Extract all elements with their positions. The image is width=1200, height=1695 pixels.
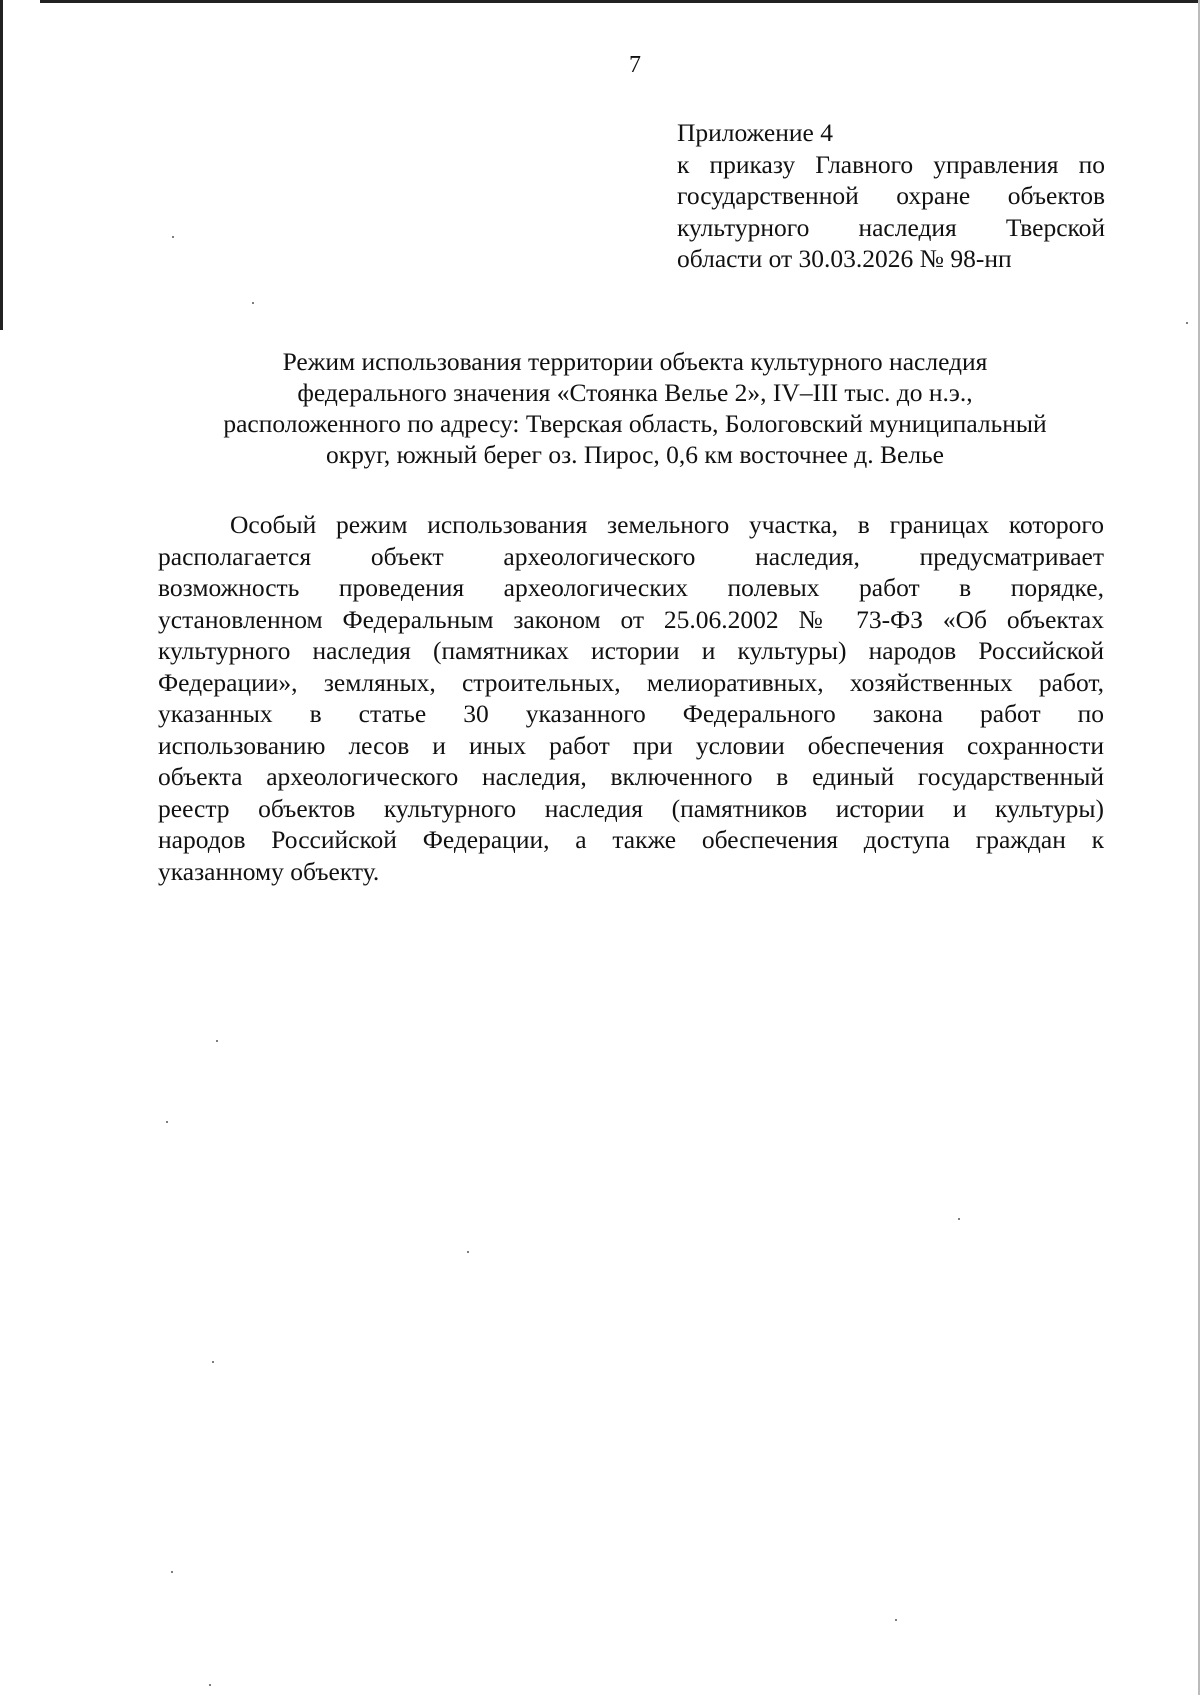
scan-speck [958,1218,960,1220]
scan-speck [166,1121,168,1123]
title-line: Режим использования территории объекта культурного наследия [282,347,988,376]
body-line: установленном Федеральным законом от 25.06.2002 № 73-ФЗ «Об объектах [158,604,1104,634]
appendix-line: государственной охране объектов [677,181,1105,210]
body-line: указанных в статье 30 указанного Федерального закона работ по [158,699,1104,728]
body-paragraph [158,509,1104,887]
title-line: расположенного по адресу: Тверская область, Бологовский муниципальный [223,409,1047,438]
body-line: указанному объекту. [158,856,380,886]
body-line: реестр объектов культурного наследия (памятников истории и культуры) [158,793,1104,823]
body-line: использованию лесов и иных работ при условии обеспечения сохранности [158,730,1104,760]
body-line: народов Российской Федерации, а также обеспечения доступа граждан к [158,825,1104,854]
scan-speck [212,1361,214,1363]
scan-speck [1186,322,1188,324]
scan-speck [895,1619,897,1621]
scan-speck [252,302,254,304]
scan-speck [209,1684,211,1686]
appendix-line: к приказу Главного управления по [677,149,1105,179]
scan-speck [171,1571,173,1573]
scan-speck [172,236,174,238]
appendix-line: культурного наследия Тверской [677,212,1105,242]
body-line: культурного наследия (памятниках истории и культуры) народов Российской [158,636,1104,665]
document-title [140,346,1130,470]
page-number: 7 [629,52,641,78]
body-line: Особый режим использования земельного участка, в границах которого [230,510,1104,539]
appendix-line: области от 30.03.2026 № 98-нп [677,244,1012,273]
scan-speck [467,1251,469,1253]
body-line: Федерации», земляных, строительных, мелиоративных, хозяйственных работ, [158,667,1104,697]
body-line: располагается объект археологического наследия, предусматривает [158,541,1104,571]
appendix-line: Приложение 4 [677,118,833,147]
body-line: объекта археологического наследия, включенного в единый государственный [158,762,1104,791]
scan-speck [216,1040,218,1042]
body-line: возможность проведения археологических полевых работ в порядке, [158,573,1104,602]
title-line: федерального значения «Стоянка Велье 2», IV–III тыс. до н.э., [297,378,973,407]
appendix-header [677,117,1105,275]
title-line: округ, южный берег оз. Пирос, 0,6 км восточнее д. Велье [326,440,944,469]
scan-edge-top [40,0,1200,3]
